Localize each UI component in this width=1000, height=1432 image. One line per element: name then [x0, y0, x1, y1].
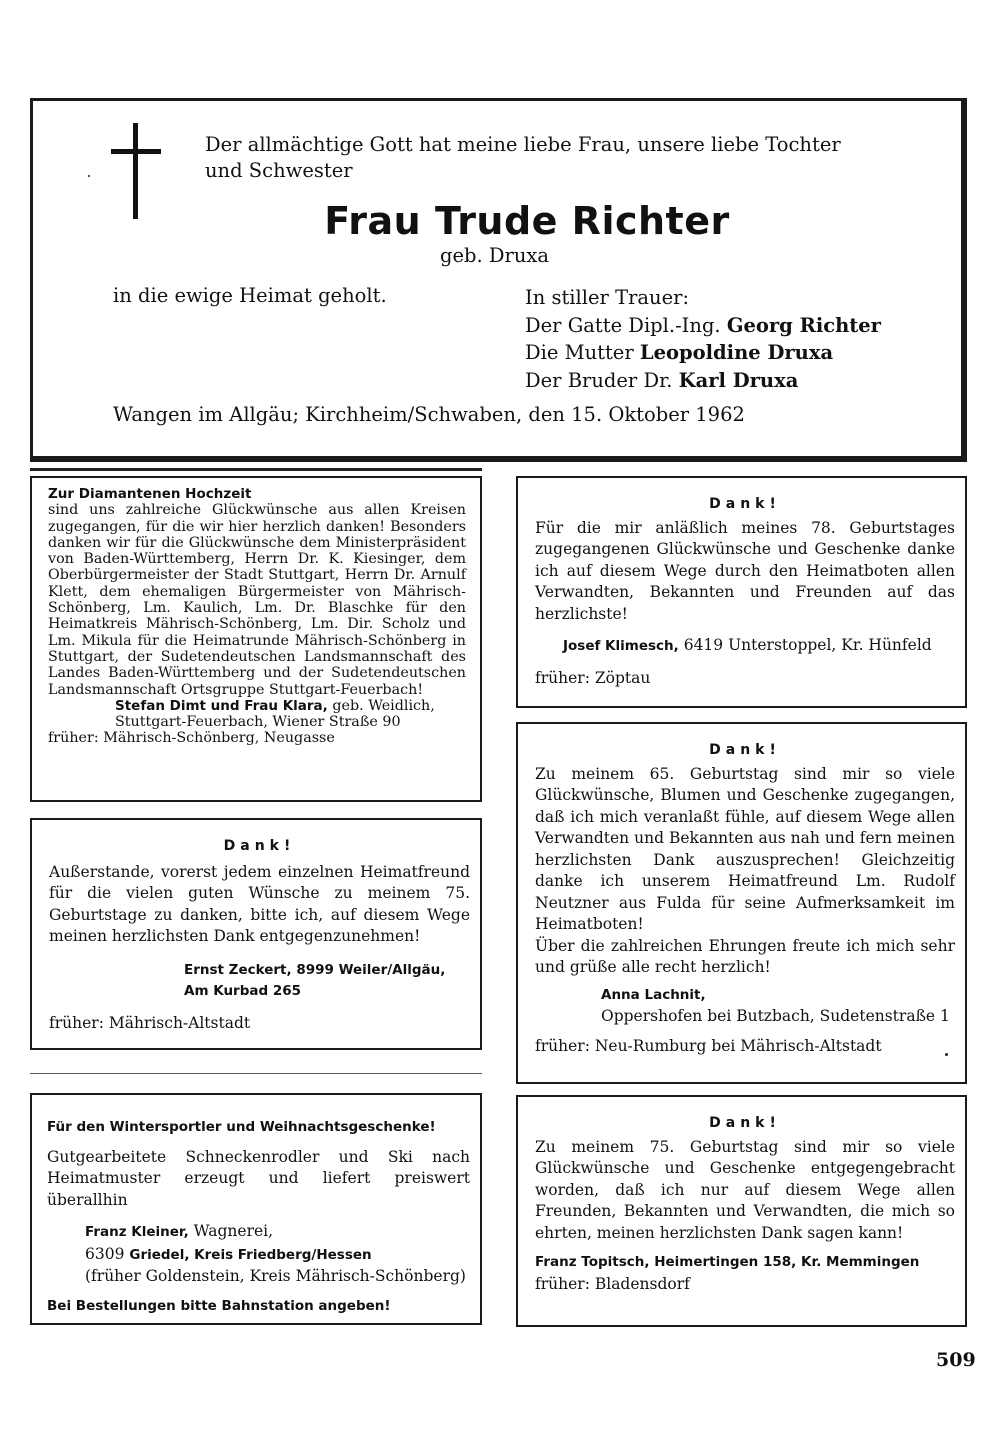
signature — [48, 698, 466, 714]
signature — [535, 635, 955, 658]
deceased-name: Frau Trude Richter — [324, 199, 730, 243]
place-date: Wangen im Allgäu; Kirchheim/Schwaben, den 15. Oktober 1962 — [113, 403, 745, 426]
signature-rest: geb. Weidlich, — [327, 697, 435, 714]
signature-address — [47, 1244, 470, 1267]
mourner-relation: Der Bruder Dr. — [525, 368, 673, 392]
former-residence: (früher Goldenstein, Kreis Mährisch-Schönberg) — [85, 1267, 466, 1285]
intro-line-1: Der allmächtige Gott hat meine liebe Frau, unsere liebe Tochter — [205, 133, 841, 156]
signature-name: Anna Lachnit, — [601, 986, 706, 1003]
mourner-name: Leopoldine Druxa — [639, 341, 834, 364]
signature-name: Josef Klimesch, — [563, 638, 679, 654]
signature-name: Ernst Zeckert, 8999 Weiler/Allgäu, — [184, 961, 446, 978]
notice-body: Außerstande, vorerst jedem einzelnen Heimatfreund für die vielen guten Wünsche zu meinem 75. Geburtstage zu danken, bitte ich, auf diesem Wege meinen herzlichsten Dank entgegenzunehmen! — [49, 862, 470, 945]
notice-title: Zur Diamantenen Hochzeit — [48, 486, 252, 502]
mourner-row — [525, 339, 881, 367]
mourner-row — [525, 312, 881, 340]
mourner-relation: Der Gatte Dipl.-Ing. — [525, 313, 721, 337]
mourner-name: Georg Richter — [726, 313, 881, 337]
notice-body: sind uns zahlreiche Glückwünsche aus allen Kreisen zugegangen, für die wir hier herzlich danken! Besonders danken wir für die Glückwünsche dem Ministerpräsident von Baden-Württemberg, Herrn Dr. K. Kiesinger, dem Oberbürgermeister der Stadt Stuttgart, Herrn Dr. Arnulf Klett, dem ehemaligen Bürgermeister von Mährisch-Schönberg, Lm. Kaulich, Lm. Dr. Blaschke für den Heimatkreis Mährisch-Schönberg, Lm. Dir. Scholz und Lm. Mikula für die Heimatrunde Mährisch-Schönberg in Stuttgart, der Sudetendeutschen Landsmannschaft des Landes Baden-Württemberg und der Sudetendeutschen Landsmannschaft Ortsgruppe Stuttgart-Feuerbach! — [48, 502, 466, 698]
obituary-notice — [30, 98, 967, 462]
kleiner-advertisement — [30, 1093, 482, 1325]
notice-body: Zu meinem 75. Geburtstag sind mir so viele Glückwünsche und Geschenke entgegengebracht worden, daß ich nur auf diesem Wege allen Freunden, Bekannten und Verwandten, die mich so ehrten, meinen herzlichsten Dank sagen kann! — [535, 1137, 955, 1242]
page-number: 509 — [936, 1349, 976, 1371]
mourner-relation: Die Mutter — [525, 341, 634, 364]
divider — [30, 468, 482, 471]
signature-address: Oppershofen bei Butzbach, Sudetenstraße 1 — [601, 1007, 950, 1025]
signature-name: Stefan Dimt und Frau Klara, — [115, 697, 328, 714]
signature — [47, 1221, 470, 1244]
mourning-title: In stiller Trauer: — [525, 286, 690, 309]
signature-address: Stuttgart-Feuerbach, Wiener Straße 90 — [115, 714, 401, 731]
obituary-home: in die ewige Heimat geholt. — [113, 284, 387, 307]
signature-name: Franz Kleiner, — [85, 1224, 189, 1240]
divider — [30, 1073, 482, 1074]
ordering-note: Bei Bestellungen bitte Bahnstation angeben! — [47, 1297, 391, 1314]
print-speck — [945, 1053, 948, 1056]
dank-heading: Dank! — [709, 496, 781, 512]
former-residence: früher: Zöptau — [535, 668, 651, 687]
notice-body-2: Über die zahlreichen Ehrungen freute ich mich sehr und grüße alle recht herzlich! — [535, 936, 955, 976]
signature-address: Am Kurbad 265 — [184, 983, 302, 999]
notice-body: Für die mir anläßlich meines 78. Geburtstages zugegangenen Glückwünsche und Geschenke danke ich auf diesem Wege durch den Heimatboten allen Verwandten, Bekannten und Freunden auf das herzlichste! — [535, 518, 955, 623]
mourner-row — [525, 367, 881, 395]
klimesch-notice — [516, 476, 967, 708]
diamond-wedding-notice — [30, 476, 482, 802]
signature: Franz Topitsch, Heimertingen 158, Kr. Memmingen — [535, 1254, 920, 1270]
former-residence: früher: Neu-Rumburg bei Mährisch-Altstadt — [535, 1036, 882, 1055]
former-residence: früher: Bladensdorf — [535, 1274, 690, 1293]
dank-heading: Dank! — [709, 742, 781, 758]
signature-rest: Wagnerei, — [188, 1222, 274, 1240]
notice-body: Zu meinem 65. Geburtstag sind mir so viele Glückwünsche, Blumen und Geschenke zugegangen, daß ich mich veranlaßt fühle, auf diesem Wege allen Verwandten und Bekannten aus nah und fern meinen herzlichsten Dank auszusprechen! Gleichzeitig danke ich unserem Heimatfreund Lm. Rudolf Neutzner aus Fulda für seine Aufmerksamkeit im Heimatboten! — [535, 764, 955, 933]
cross-icon-bar — [111, 149, 161, 154]
mourners-list — [525, 284, 881, 394]
ad-body: Gutgearbeitete Schneckenrodler und Ski nach Heimatmuster erzeugt und liefert preiswert überallhin — [47, 1147, 470, 1209]
zeckert-notice — [30, 818, 482, 1050]
dank-heading: Dank! — [223, 838, 296, 854]
mourner-name: Karl Druxa — [678, 368, 799, 392]
signature-rest: 6419 Unterstoppel, Kr. Hünfeld — [678, 636, 932, 654]
dank-heading: Dank! — [709, 1115, 781, 1131]
maiden-name: geb. Druxa — [440, 244, 550, 267]
former-residence: früher: Mährisch-Altstadt — [49, 1013, 251, 1032]
topitsch-notice — [516, 1095, 967, 1327]
town: Griedel, Kreis Friedberg/Hessen — [129, 1246, 372, 1263]
lachnit-notice — [516, 722, 967, 1084]
intro-line-2: und Schwester — [205, 159, 353, 182]
obituary-intro — [205, 132, 925, 184]
print-speck — [88, 175, 90, 177]
ad-title: Für den Wintersportler und Weihnachtsgeschenke! — [47, 1119, 436, 1135]
postal-code: 6309 — [85, 1244, 130, 1263]
former-residence: früher: Mährisch-Schönberg, Neugasse — [48, 730, 335, 747]
